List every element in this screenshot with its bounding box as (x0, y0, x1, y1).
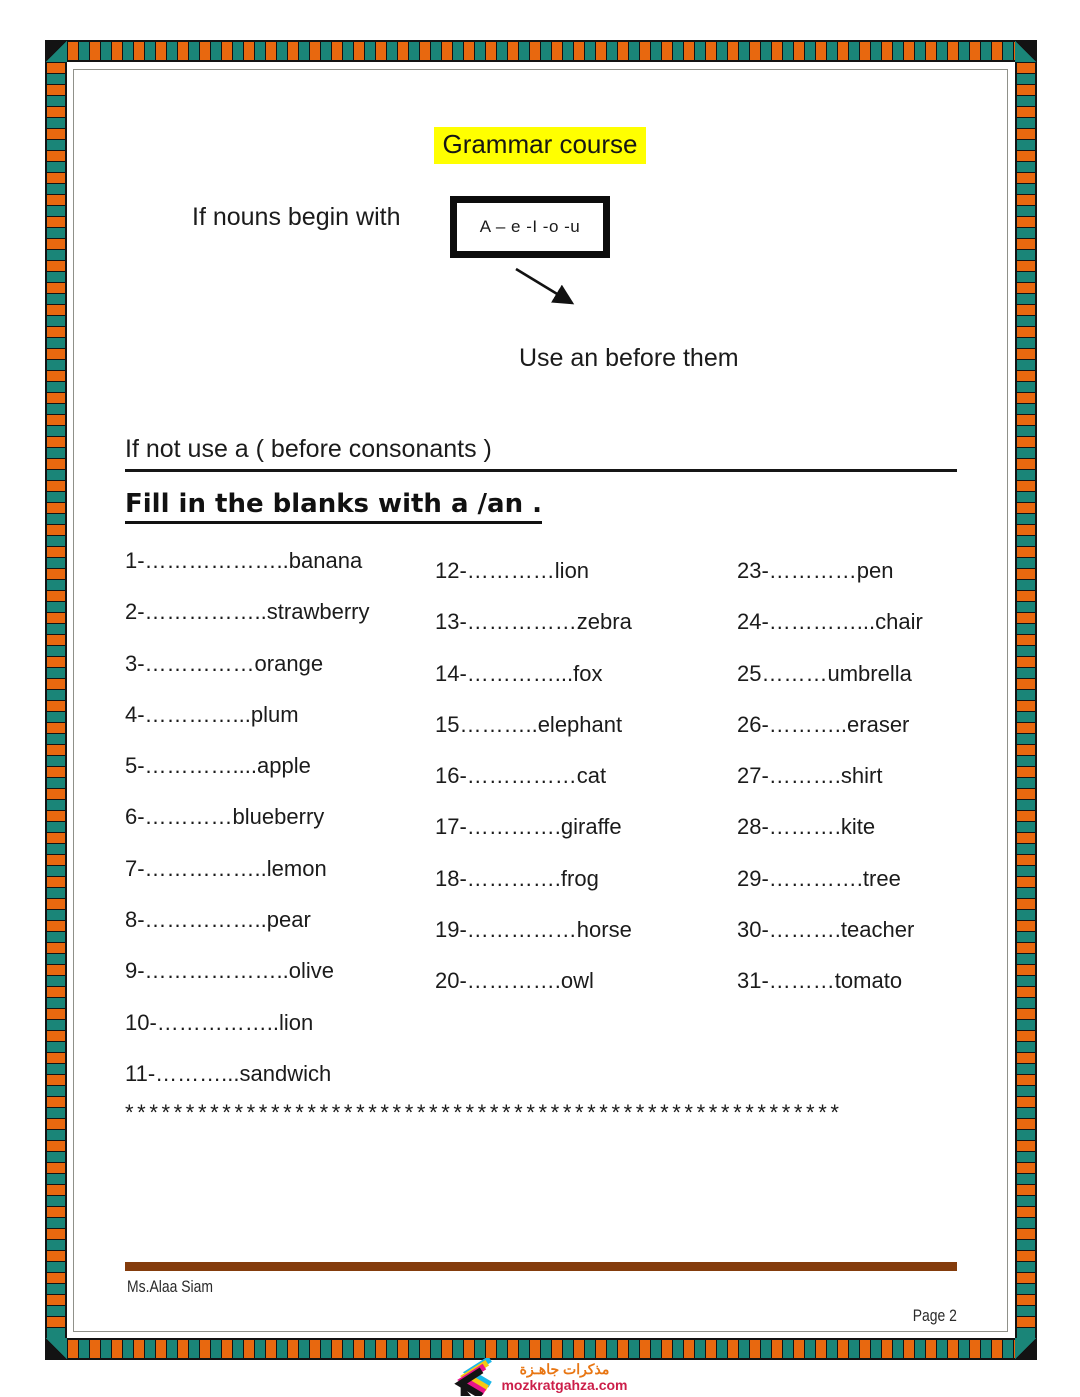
list-item: 13-……………zebra (435, 609, 632, 635)
rule-divider (125, 469, 957, 472)
footer-divider-bar (125, 1262, 957, 1271)
arrow-icon (508, 264, 592, 316)
list-item: 12-…………lion (435, 558, 590, 583)
list-item: 20-………….owl (435, 968, 594, 994)
exercise-column-1 (125, 535, 435, 1099)
list-item: 27-……….shirt (737, 763, 883, 789)
list-item: 9-………………..olive (125, 958, 335, 984)
list-item: 11-………...sandwich (125, 1060, 332, 1086)
list-item: 25………umbrella (737, 660, 912, 686)
page-title: Grammar course (434, 127, 645, 164)
list-item: 2-……………..strawberry (125, 599, 370, 625)
exercise-column-2 (435, 545, 745, 1007)
list-item: 23-…………pen (737, 558, 894, 583)
border-corner-bottom-right (1015, 1338, 1037, 1360)
list-item: 8-……………..pear (125, 907, 311, 933)
list-item: 3-……………orange (125, 650, 324, 676)
list-item: 16-……………cat (435, 763, 607, 789)
list-item: 31-………tomato (737, 968, 903, 994)
border-left-strip (45, 40, 67, 1360)
list-item: 4-…………...plum (125, 701, 299, 727)
brand-arabic-name: مذكرات جاهـزة (519, 1360, 610, 1377)
intro-text: If nouns begin with (192, 203, 401, 231)
list-item: 29-………….tree (737, 865, 901, 891)
brand-text-block (501, 1361, 627, 1393)
vowels-box-text: A – e -I -o -u (479, 217, 581, 236)
list-item: 18-………….frog (435, 865, 599, 891)
list-item: 26-………..eraser (737, 711, 910, 737)
footer-page-number: Page 2 (912, 1306, 957, 1325)
brand-logo-icon (452, 1358, 494, 1396)
border-corner-top-right (1015, 40, 1037, 62)
arrow-note: Use an before them (519, 344, 739, 372)
title-row (0, 127, 1080, 164)
list-item: 7-……………..lemon (125, 855, 327, 881)
asterisk-separator: *********************************************************** (125, 1100, 843, 1125)
list-item: 17-………….giraffe (435, 814, 622, 840)
list-item: 6-…………blueberry (125, 804, 325, 830)
brand-strip (0, 1358, 1080, 1396)
border-top-strip (45, 40, 1037, 62)
brand-site-name: mozkratgahza.com (501, 1377, 628, 1393)
vowels-box (450, 196, 610, 258)
list-item: 19-……………horse (435, 917, 632, 943)
list-item: 15………..elephant (435, 711, 623, 737)
border-corner-top-left (45, 40, 67, 62)
list-item: 14-…………...fox (435, 660, 603, 686)
exercise-heading: Fill in the blanks with a /an . (125, 489, 542, 524)
list-item: 1-………………..banana (125, 548, 363, 573)
list-item: 24-…………...chair (737, 609, 923, 635)
list-item: 10-……………..lion (125, 1009, 314, 1035)
footer-author: Ms.Alaa Siam (127, 1277, 213, 1296)
rule-text: If not use a ( before consonants ) (125, 435, 492, 463)
border-corner-bottom-left (45, 1338, 67, 1360)
exercise-column-3 (737, 545, 1047, 1007)
border-bottom-strip (45, 1338, 1037, 1360)
list-item: 28-……….kite (737, 814, 876, 840)
list-item: 5-…………....apple (125, 753, 311, 779)
list-item: 30-……….teacher (737, 917, 915, 943)
